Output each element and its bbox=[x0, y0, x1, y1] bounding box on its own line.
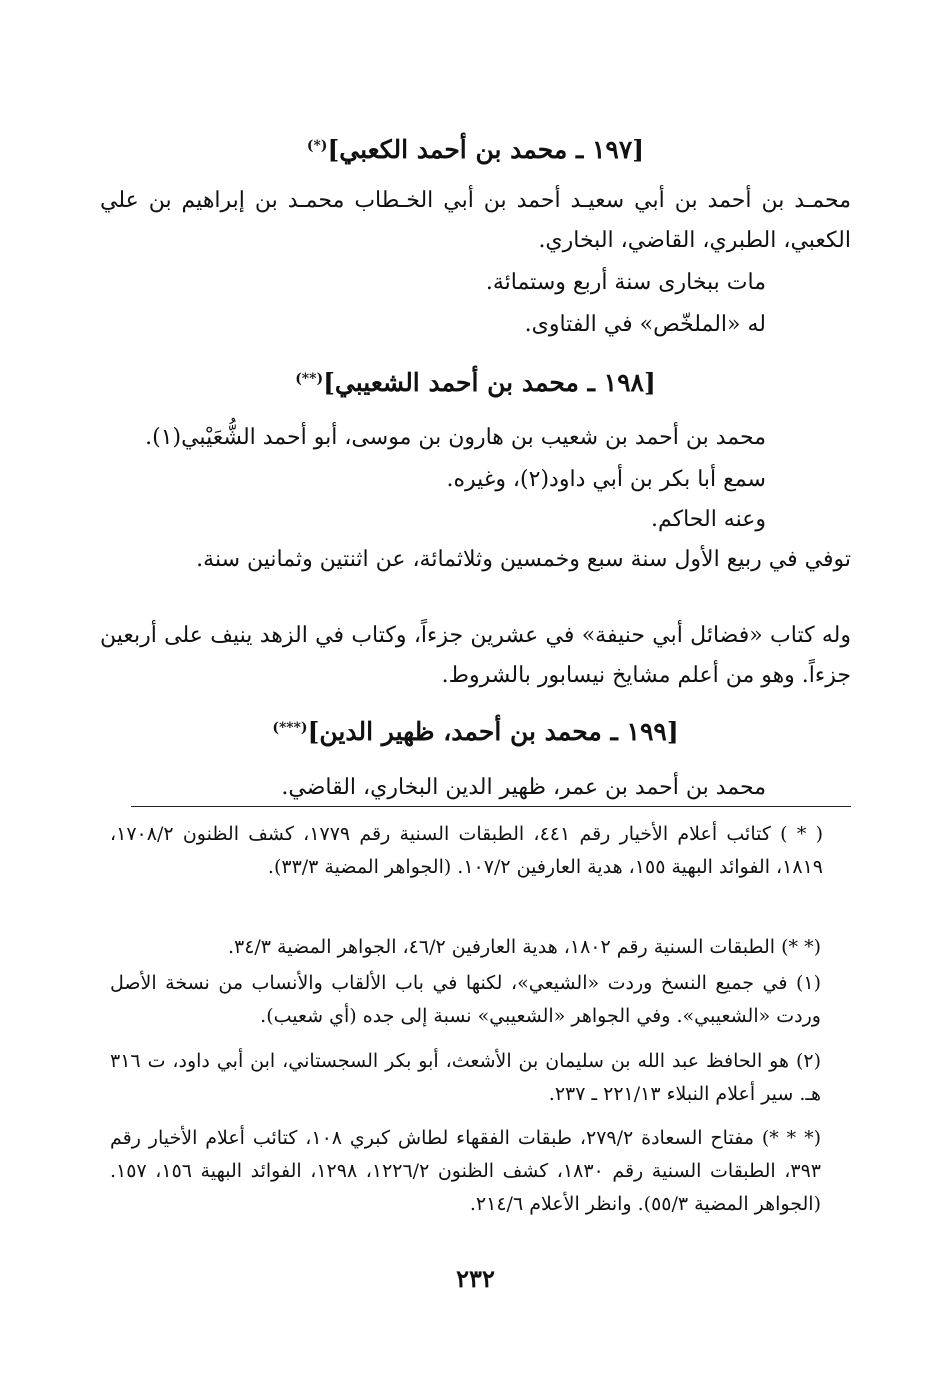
page-number: ٢٣٢ bbox=[456, 1264, 495, 1293]
entry-198-paragraph-1: محمد بن أحمد بن شعيب بن هارون بن موسى، أبو أحمد الشُّعَيْبي(١). bbox=[145, 425, 766, 450]
entry-title-199 bbox=[0, 715, 951, 749]
entry-199-paragraph-1: محمد بن أحمد بن عمر، ظهير الدين البخاري، القاضي. bbox=[281, 775, 766, 800]
entry-198-paragraph-2: سمع أبا بكر بن أبي داود(٢)، وغيره. bbox=[446, 467, 766, 492]
entry-198-paragraph-3: وعنه الحاكم. bbox=[650, 507, 766, 532]
footnote-197: ( * ) كتائب أعلام الأخيار رقم ٤٤١، الطبقات السنية رقم ١٧٧٩، كشف الظنون ١٧٠٨/٢، ١٨١٩، الفوائد البهية ١٥٥، هدية العارفين ١٠٧/٢. (الجواهر المضية ٣٣/٣). bbox=[110, 823, 824, 878]
entry-198-paragraph-5: وله كتاب «فضائل أبي حنيفة» في عشرين جزءاً، وكتاب في الزهد ينيف على أربعين جزءاً. وهو من أعلم مشايخ نيسابور بالشروط. bbox=[100, 623, 851, 688]
footnote-mark: (*) bbox=[306, 138, 328, 154]
entry-title-198 bbox=[0, 366, 951, 400]
footnote-mark: (***) bbox=[272, 720, 308, 736]
entry-title-text: [١٩٨ ـ محمد بن أحمد الشعيبي] bbox=[323, 368, 656, 397]
footnote-2: (٢) هو الحافظ عبد الله بن سليمان بن الأشعث، أبو بكر السجستاني، ابن أبي داود، ت ٣١٦ هـ. سير أعلام النبلاء ٢٢١/١٣ ـ ٢٣٧. bbox=[110, 1050, 821, 1105]
entry-title-197 bbox=[0, 133, 951, 167]
entry-198-paragraph-4: توفي في ربيع الأول سنة سبع وخمسين وثلاثمائة، عن اثنتين وثمانين سنة. bbox=[196, 547, 851, 572]
footnote-198: (* *) الطبقات السنية رقم ١٨٠٢، هدية العارفين ٤٦/٢، الجواهر المضية ٣٤/٣. bbox=[227, 936, 821, 958]
entry-197-paragraph-1: محمـد بن أحمد بن أبي سعيـد أحمد بن أبي الخـطاب محمـد بن إبراهيم بن علي الكعبي، الطبري، القاضي، البخاري. bbox=[100, 188, 851, 253]
entry-197-paragraph-3: له «الملخّص» في الفتاوى. bbox=[524, 312, 766, 337]
entry-title-text: [١٩٩ ـ محمد بن أحمد، ظهير الدين] bbox=[307, 717, 679, 746]
footnote-199: (* * *) مفتاح السعادة ٢٧٩/٢، طبقات الفقهاء لطاش كبري ١٠٨، كتائب أعلام الأخيار رقم ٣٩٣، الطبقات السنية رقم ١٨٣٠، كشف الظنون ١٢٢٦/٢، ١٢٩٨، الفوائد البهية ١٥٦، ١٥٧. (الجواهر المضية ٥٥/٣). وانظر الأعلام ٢١٤/٦. bbox=[110, 1127, 822, 1215]
footnote-mark: (**) bbox=[295, 371, 324, 387]
entry-title-text: [١٩٧ ـ محمد بن أحمد الكعبي] bbox=[327, 135, 645, 164]
footnote-1: (١) في جميع النسخ وردت «الشيعي»، لكنها في باب الألقاب والأنساب من نسخة الأصل وردت «الشعيبي». وفي الجواهر «الشعيبي» نسبة إلى جده (أي شعيب). bbox=[110, 972, 821, 1027]
footnote-separator bbox=[131, 806, 851, 807]
entry-197-paragraph-2: مات ببخارى سنة أربع وستمائة. bbox=[485, 270, 766, 295]
